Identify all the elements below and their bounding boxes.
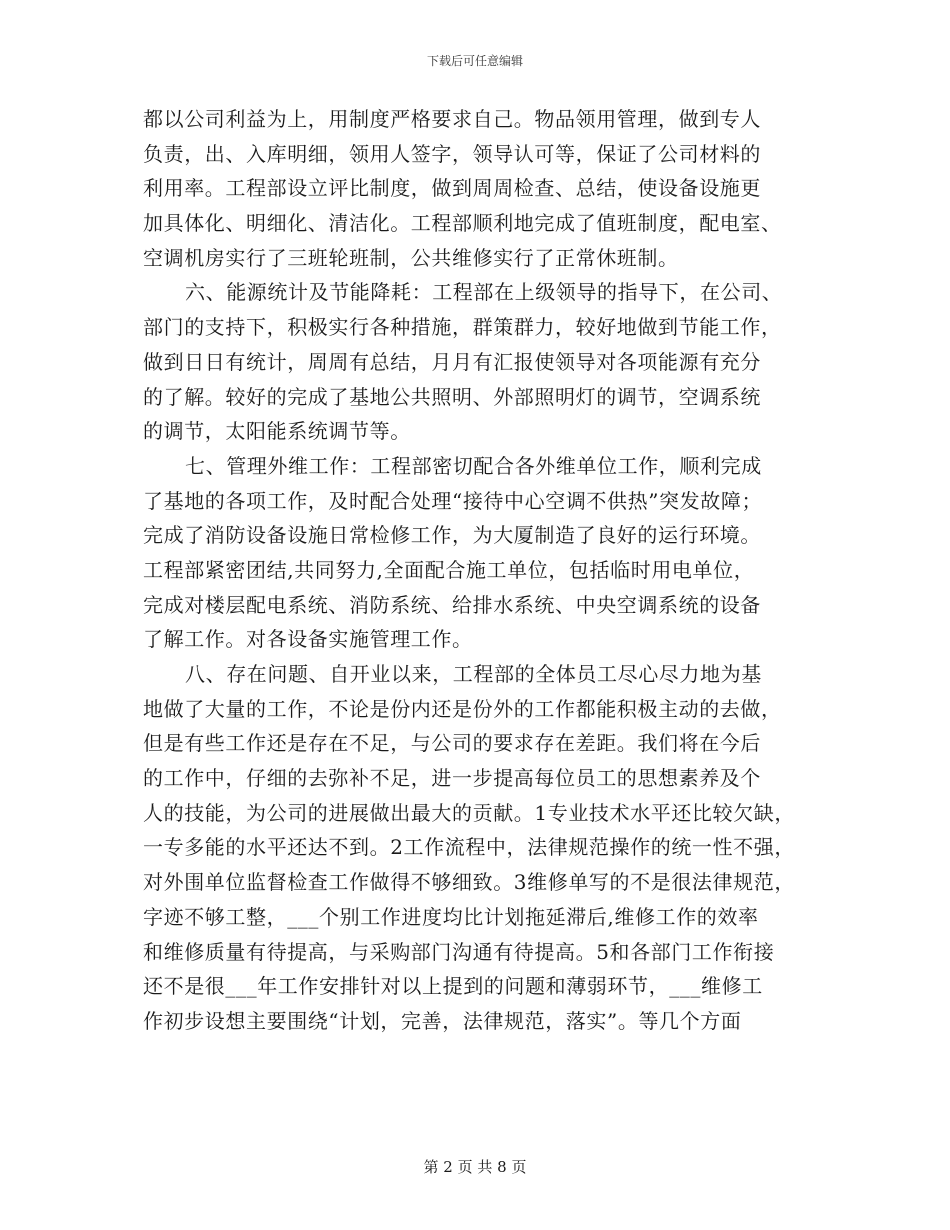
page-header: 下载后可任意编辑 — [426, 54, 523, 68]
text-line: 了解工作。对各设备实施管理工作。 — [143, 627, 473, 652]
text-line: 完成对楼层配电系统、消防系统、给排水系统、中央空调系统的设备 — [143, 592, 761, 617]
text-line: 的了解。较好的完成了基地公共照明、外部照明灯的调节，空调系统 — [143, 384, 761, 409]
document-body — [143, 102, 803, 1039]
text-line: 人的技能，为公司的进展做出最大的贡献。1专业技术水平还比较欠缺， — [143, 800, 795, 825]
text-line: 和维修质量有待提高，与采购部门沟通有待提高。5和各部门工作衔接 — [143, 939, 775, 964]
text-line: 都以公司利益为上，用制度严格要求自己。物品领用管理，做到专人 — [143, 107, 761, 131]
text-line: 一专多能的水平还达不到。2工作流程中，法律规范操作的统一性不强， — [143, 835, 795, 860]
text-line: 但是有些工作还是存在不足，与公司的要求存在差距。我们将在今后 — [143, 731, 761, 756]
text-line: 部门的支持下，积极实行各种措施，群策群力，较好地做到节能工作， — [143, 315, 782, 340]
text-line: 的调节，太阳能系统调节等。 — [143, 419, 411, 444]
text-line: 空调机房实行了三班轮班制，公共维修实行了正常休班制。 — [143, 245, 679, 270]
text-line: 对外围单位监督检查工作做得不够细致。3维修单写的不是很法律规范， — [143, 870, 795, 895]
text-line: 字迹不够工整，___个别工作进度均比计划拖延滞后,维修工作的效率 — [143, 904, 759, 929]
paragraph-first-line: 六、能源统计及节能降耗：工程部在上级领导的指导下，在公司、 — [185, 280, 783, 305]
text-line: 作初步设想主要围绕“计划，完善，法律规范，落实”。等几个方面 — [143, 1008, 742, 1033]
text-line: 地做了大量的工作，不论是份内还是份外的工作都能积极主动的去做， — [143, 696, 782, 721]
text-line: 做到日日有统计，周周有总结，月月有汇报使领导对各项能源有充分 — [143, 349, 761, 374]
text-line: 负责，出、入库明细，领用人签字，领导认可等，保证了公司材料的 — [143, 141, 761, 166]
text-line: 利用率。工程部设立评比制度，做到周周检查、总结，使设备设施更 — [143, 176, 761, 201]
text-line: 的工作中，仔细的去弥补不足，进一步提高每位员工的思想素养及个 — [143, 766, 761, 791]
page-footer: 第 2 页 共 8 页 — [423, 1158, 527, 1176]
text-line: 还不是很___年工作安排针对以上提到的问题和薄弱环节，___维修工 — [143, 974, 763, 999]
text-line: 加具体化、明细化、清洁化。工程部顺利地完成了值班制度，配电室、 — [143, 211, 782, 236]
text-line: 了基地的各项工作，及时配合处理“接待中心空调不供热”突发故障； — [143, 488, 763, 513]
paragraph-first-line: 七、管理外维工作：工程部密切配合各外维单位工作，顺利完成 — [185, 453, 762, 478]
text-line: 完成了消防设备设施日常检修工作，为大厦制造了良好的运行环境。 — [143, 523, 761, 548]
paragraph-first-line: 八、存在问题、自开业以来，工程部的全体员工尽心尽力地为基 — [185, 662, 762, 686]
text-line: 工程部紧密团结,共同努力,全面配合施工单位，包括临时用电单位， — [143, 557, 755, 582]
